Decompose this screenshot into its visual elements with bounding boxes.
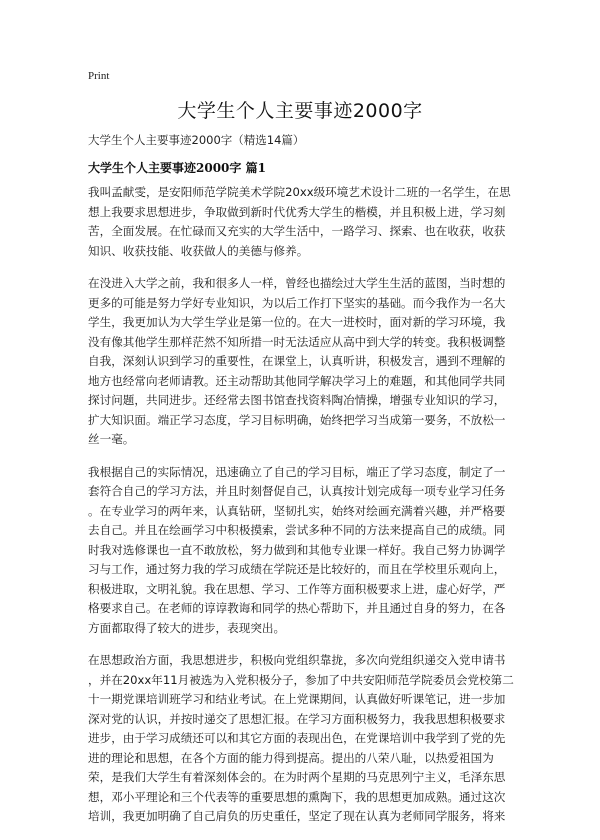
paragraph-4 <box>88 651 513 827</box>
paragraph-line: 时我对选修课也一直不敢放松，努力做到和其他专业课一样好。我自己努力协调学 <box>88 542 506 557</box>
print-label: Print <box>88 70 110 82</box>
paragraph-line: 想，邓小平理论和三个代表等的重要思想的熏陶下，我的思想更加成熟。通过这次 <box>88 789 506 804</box>
paragraph-line: 知识、收获技能、收获做人的美德与修养。 <box>88 243 309 258</box>
paragraph-line: 去自己。并且在绘画学习中积极摸索，尝试多种不同的方法来提高自己的成绩。同 <box>88 523 506 537</box>
paragraph-line: 丝一毫。 <box>88 432 135 446</box>
paragraph-line: 习与工作，通过努力我的学习成绩在学院还是比较好的，而且在学校里乐观向上， <box>88 562 506 576</box>
paragraph-line: 我叫孟献雯，是安阳师范学院美术学院20xx级环境艺术设计二班的一名学生，在思 <box>88 185 511 199</box>
paragraph-line: 在没进入大学之前，我和很多人一样，曾经也描绘过大学生生活的蓝图，当时想的 <box>88 276 506 290</box>
paragraph-line: 苦，全面发展。在忙碌而又充实的大学生活中，一路学习、探索、也在收获，收获 <box>88 224 506 238</box>
paragraph-line: 进的理论和思想，在各个方面的能力得到提高。提出的八荣八耻，以热爱祖国为 <box>88 750 494 765</box>
paragraph-2 <box>88 274 513 450</box>
paragraph-line: 更多的可能是努力学好专业知识，为以后工作打下坚实的基础。而今我作为一名大 <box>88 295 506 310</box>
paragraph-line: 深对党的认识，并按时递交了思想汇报。在学习方面积极努力，我我思想积极要求 <box>88 711 506 726</box>
paragraph-line: ，并在20xx年11月被选为入党积极分子，参加了中共安阳师范学院委员会党校第二 <box>88 672 514 687</box>
article-body <box>88 183 513 840</box>
paragraph-line: 扩大知识面。端正学习态度，学习目标明确，始终把学习当成第一要务，不放松一 <box>88 412 506 427</box>
paragraph-line: 积极进取，文明礼貌。我在思想、学习、工作等方面积极要求上进，虚心好学，严 <box>88 581 506 596</box>
paragraph-line: 十一期党课培训班学习和结业考试。在上党课期间，认真做好听课笔记，进一步加 <box>88 692 506 706</box>
paragraph-3 <box>88 463 513 639</box>
paragraph-line: 自我，深刻认识到学习的重要性，在课堂上，认真听讲，积极发言，遇到不理解的 <box>88 354 506 368</box>
paragraph-line: 没有像其他学生那样茫然不知所措一时无法适应从高中到大学的转变。我积极调整 <box>88 334 506 349</box>
paragraph-line: 进步，由于学习成绩还可以和其它方面的表现出色，在党课培训中我学到了党的先 <box>88 731 506 745</box>
paragraph-line: 学生，我更加认为大学生学业是第一位的。在大一进校时，面对新的学习环境，我 <box>88 315 506 329</box>
paragraph-line: 想上我要求思想进步，争取做到新时代优秀大学生的楷模，并且积极上进，学习刻 <box>88 204 506 219</box>
paragraph-line: 方面都取得了较大的进步，表现突出。 <box>88 620 286 635</box>
paragraph-line: 我根据自己的实际情况，迅速确立了自己的学习目标，端正了学习态度，制定了一 <box>88 464 506 479</box>
section-heading: 大学生个人主要事迹2000字 篇1 <box>88 161 266 175</box>
paragraph-line: 探讨问题，共同进步。还经常去图书馆查找资料陶冶情操，增强专业知识的学习， <box>88 393 506 407</box>
document-subtitle: 大学生个人主要事迹2000字（精选14篇） <box>88 133 305 147</box>
paragraph-line: 培训，我更加明确了自己肩负的历史重任，坚定了现在认真为老师同学服务，将来 <box>88 809 506 823</box>
paragraph-line: 。在专业学习的两年来，认真钻研，坚韧扎实，始终对绘画充满着兴趣，并严格要 <box>88 503 506 518</box>
page-title: 大学生个人主要事迹2000字 <box>177 100 423 122</box>
paragraph-line: 地方也经常向老师请教。还主动帮助其他同学解决学习上的难题，和其他同学共同 <box>88 373 506 388</box>
paragraph-line: 荣，是我们大学生有着深刻体会的。在为时两个星期的马克思列宁主义，毛泽东思 <box>88 770 506 784</box>
paragraph-line: 格要求自己。在老师的谆谆教诲和同学的热心帮助下，并且通过自身的努力，在各 <box>88 601 506 615</box>
paragraph-1 <box>88 183 513 261</box>
paragraph-line: 在思想政治方面，我思想进步，积极向党组织靠拢，多次向党组织递交入党申请书 <box>88 653 506 667</box>
paragraph-line: 套符合自己的学习方法，并且时刻督促自己，认真按计划完成每一项专业学习任务 <box>88 484 506 498</box>
